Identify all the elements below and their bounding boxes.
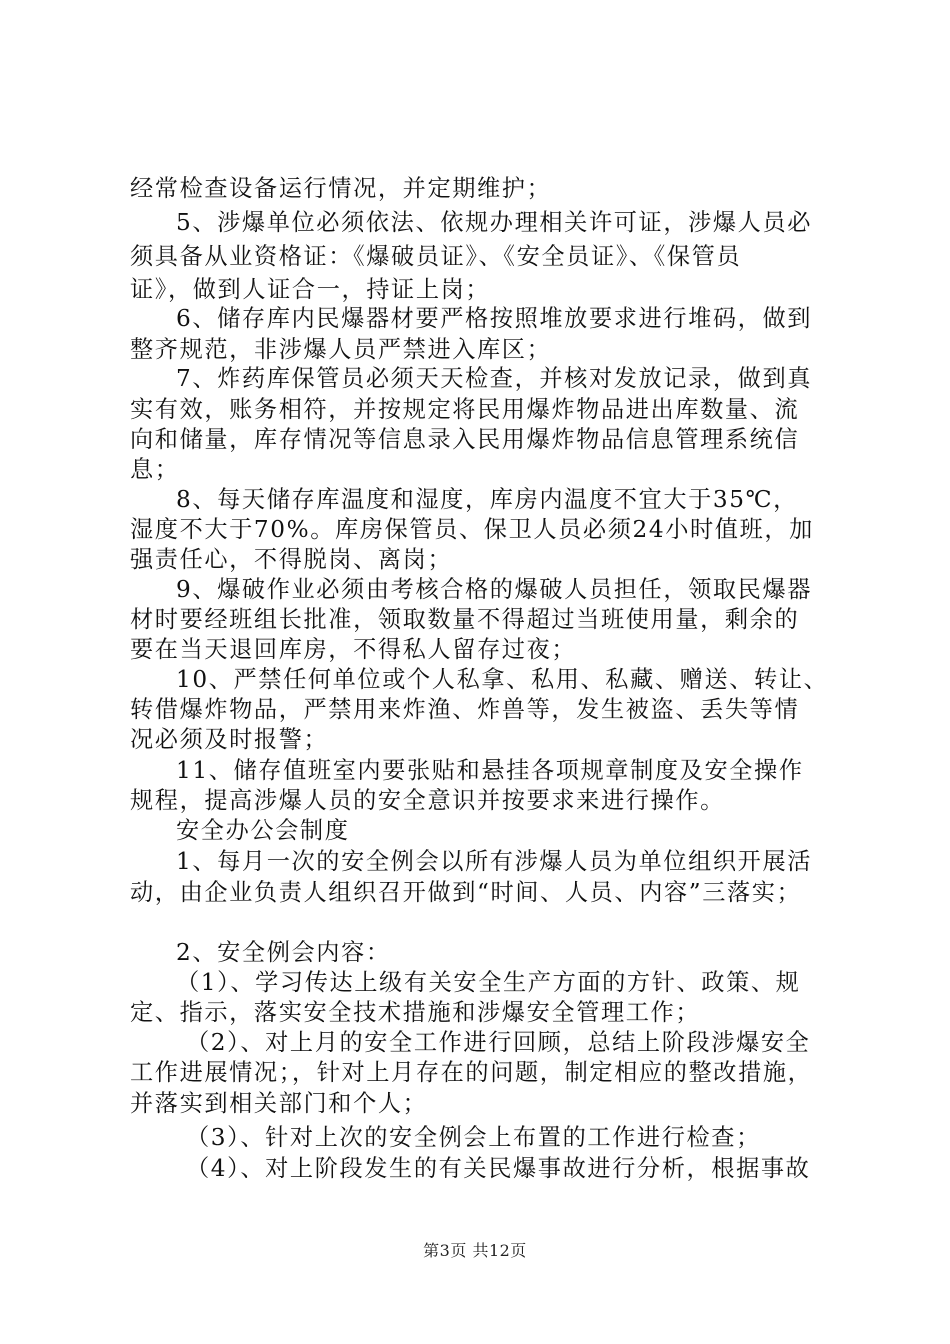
text-line: 强责任心，不得脱岗、离岗；	[130, 546, 453, 573]
text-line: 息；	[130, 456, 180, 483]
text-line: 10、严禁任何单位或个人私拿、私用、私藏、赠送、转让、	[176, 666, 829, 693]
text-line: 6、储存库内民爆器材要严格按照堆放要求进行堆码，做到	[176, 305, 813, 332]
page-number: 第3页 共12页	[423, 1241, 527, 1260]
text-line: 2、安全例会内容：	[176, 939, 391, 966]
text-line: 1、每月一次的安全例会以所有涉爆人员为单位组织开展活	[176, 848, 813, 875]
text-line: （1）、学习传达上级有关安全生产方面的方针、政策、规	[176, 969, 801, 996]
text-line: 证》，做到人证合一，持证上岗；	[130, 276, 491, 303]
text-line: （4）、对上阶段发生的有关民爆事故进行分析，根据事故	[186, 1155, 811, 1182]
text-line: 9、爆破作业必须由考核合格的爆破人员担任，领取民爆器	[176, 576, 813, 603]
text-line: 定、指示，落实安全技术措施和涉爆安全管理工作；	[130, 999, 701, 1026]
text-line: 8、每天储存库温度和湿度，库房内温度不宜大于35℃，	[176, 486, 798, 513]
text-line: 湿度不大于70%。库房保管员、保卫人员必须24小时值班，加	[130, 516, 814, 543]
text-line: 工作进展情况；，针对上月存在的问题，制定相应的整改措施，	[130, 1059, 813, 1086]
text-line: 须具备从业资格证：《爆破员证》、《安全员证》、《保管员	[130, 243, 742, 270]
text-line: 向和储量，库存情况等信息录入民用爆炸物品信息管理系统信	[130, 426, 800, 453]
section-heading: 安全办公会制度	[176, 817, 350, 844]
text-line: 况必须及时报警；	[130, 726, 329, 753]
text-line: 经常检查设备运行情况，并定期维护；	[130, 175, 552, 202]
text-line: 5、涉爆单位必须依法、依规办理相关许可证，涉爆人员必	[176, 209, 813, 236]
text-line: 7、炸药库保管员必须天天检查，并核对发放记录，做到真	[176, 365, 813, 392]
text-line: 材时要经班组长批准，领取数量不得超过当班使用量，剩余的	[130, 606, 800, 633]
text-line: 动，由企业负责人组织召开做到“时间、人员、内容”三落实；	[130, 879, 802, 906]
text-line: 转借爆炸物品，严禁用来炸渔、炸兽等，发生被盗、丢失等情	[130, 696, 800, 723]
text-line: 并落实到相关部门和个人；	[130, 1090, 428, 1117]
text-line: 要在当天退回库房，不得私人留存过夜；	[130, 636, 577, 663]
text-line: （2）、对上月的安全工作进行回顾，总结上阶段涉爆安全	[186, 1029, 811, 1056]
text-line: 实有效，账务相符，并按规定将民用爆炸物品进出库数量、流	[130, 396, 800, 423]
text-line: 规程，提高涉爆人员的安全意识并按要求来进行操作。	[130, 787, 725, 814]
text-line: 11、储存值班室内要张贴和悬挂各项规章制度及安全操作	[176, 757, 804, 784]
text-line: （3）、针对上次的安全例会上布置的工作进行检查；	[186, 1124, 761, 1151]
text-line: 整齐规范，非涉爆人员严禁进入库区；	[130, 336, 552, 363]
